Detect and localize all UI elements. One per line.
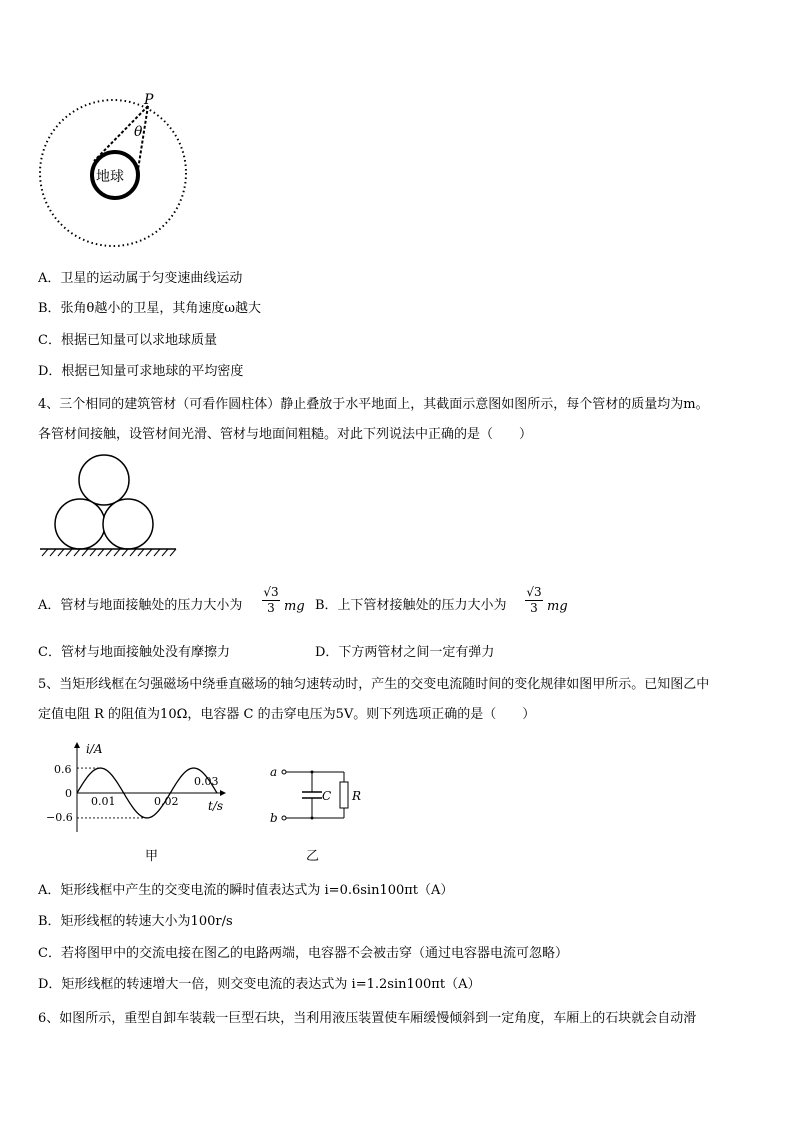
q4-option-b-fraction: [525, 585, 543, 616]
x-tick-label: 0.01: [91, 795, 116, 808]
terminal-a: [282, 770, 286, 774]
current-time-graph: [40, 735, 240, 835]
junction-dot: [311, 771, 314, 774]
pipes-figure: [38, 452, 178, 558]
fraction-numerator: √3: [526, 585, 542, 599]
resistor-symbol: [340, 782, 348, 808]
fraction-numerator: √3: [263, 585, 279, 599]
terminal-a-label: a: [270, 765, 278, 779]
x-tick-label: 0.02: [154, 795, 179, 808]
q4-option-d: D．下方两管材之间一定有弹力: [315, 645, 495, 660]
y-tick-label: 0: [65, 787, 72, 800]
point-p-label: P: [144, 92, 154, 108]
q4-stem-line-2: 各管材间接触，设管材间光滑、管材与地面间粗糙。对此下列说法中正确的是（ ）: [38, 427, 533, 442]
q4-option-b: B．上下管材接触处的压力大小为: [315, 598, 507, 613]
q4-option-a: A．管材与地面接触处的压力大小为: [38, 598, 243, 613]
tangent-line-right: [137, 106, 148, 176]
q4-option-b-unit: mg: [547, 599, 568, 614]
theta-label: θ: [134, 124, 143, 140]
ground-hatching: [42, 549, 176, 556]
terminal-b-label: b: [270, 811, 278, 825]
circuit-caption: 乙: [306, 849, 320, 864]
capacitor-symbol: [302, 792, 322, 798]
q5-stem-line-1: 5、当矩形线框在匀强磁场中绕垂直磁场的轴匀速转动时，产生的交变电流随时间的变化规律如图甲所示。已知图乙中: [38, 677, 710, 692]
fraction-denominator: 3: [530, 601, 538, 615]
y-axis-label: i/A: [86, 742, 103, 756]
q4-stem-line-1: 4、三个相同的建筑管材（可看作圆柱体）静止叠放于水平地面上，其截面示意图如图所示，每个管材的质量均为m。: [38, 397, 709, 412]
q3-option-a: A．卫星的运动属于匀变速曲线运动: [38, 271, 243, 286]
junction-dot: [311, 817, 314, 820]
resistor-label: R: [352, 789, 362, 803]
q4-option-c: C．管材与地面接触处没有摩擦力: [38, 645, 230, 660]
x-tick-label: 0.03: [194, 775, 219, 788]
q3-option-c: C．根据已知量可以求地球质量: [38, 333, 217, 348]
q5-stem-line-2: 定值电阻 R 的阻值为10Ω，电容器 C 的击穿电压为5V。则下列选项正确的是（ ）: [38, 707, 536, 722]
circuit-diagram: [262, 760, 372, 830]
x-axis-label: t/s: [208, 799, 224, 813]
terminal-b: [282, 816, 286, 820]
q5-option-a: A．矩形线框中产生的交变电流的瞬时值表达式为 i=0.6sin100πt（A）: [38, 883, 454, 898]
q4-option-a-fraction: [262, 585, 280, 616]
circuit-wires: [286, 772, 344, 818]
q5-option-c: C．若将图甲中的交流电接在图乙的电路两端，电容器不会被击穿（通过电容器电流可忽略）: [38, 946, 568, 961]
pipe-bottom-right: [103, 499, 153, 549]
fraction-denominator: 3: [267, 601, 275, 615]
q6-stem-line-1: 6、如图所示，重型自卸车装载一巨型石块，当利用液压装置使车厢缓慢倾斜到一定角度，车厢上的石块就会自动滑: [38, 1011, 697, 1026]
graph-caption: 甲: [145, 849, 159, 864]
pipe-bottom-left: [55, 499, 105, 549]
q3-option-b: B．张角θ越小的卫星，其角速度ω越大: [38, 301, 261, 316]
earth-label: 地球: [96, 169, 124, 185]
y-tick-label: −0.6: [46, 811, 73, 824]
q3-option-d: D．根据已知量可求地球的平均密度: [38, 364, 244, 379]
q4-option-a-unit: mg: [284, 599, 305, 614]
y-tick-label: 0.6: [54, 763, 72, 776]
q5-option-d: D．矩形线框的转速增大一倍，则交变电流的表达式为 i=1.2sin100πt（A）: [38, 977, 481, 992]
pipe-top: [79, 455, 129, 505]
q5-option-b: B．矩形线框的转速大小为100r/s: [38, 914, 233, 929]
capacitor-label: C: [322, 789, 332, 803]
orbit-figure: [30, 88, 200, 258]
